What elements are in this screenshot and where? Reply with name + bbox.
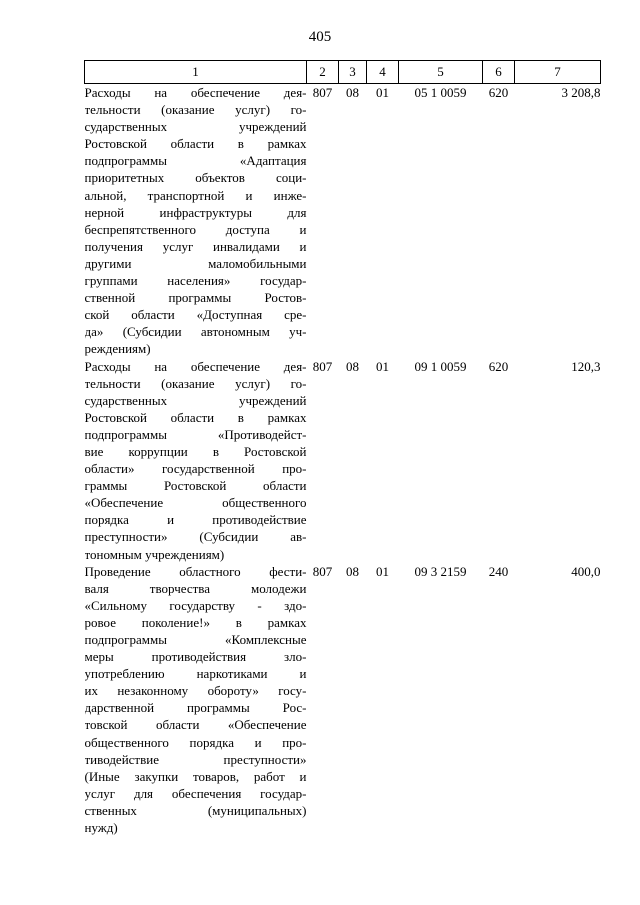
row-amount: 3 208,8 [561,85,601,100]
table-row [85,563,601,837]
description-line: другими маломобильными [84,255,307,271]
row-amount: 120,3 [571,358,601,374]
description-line: тельности (оказание услуг) го- [84,375,307,391]
header-col-4: 4 [367,61,399,84]
description-line: употреблению наркотиками и [84,666,307,682]
row-section-code: 08 [346,85,359,100]
row-description [85,358,307,563]
description-line: приоритетных объектов соци- [84,170,307,186]
description-line: группами населения» государ- [84,273,307,289]
row-section-code: 08 [346,563,359,579]
row-subsection-code: 01 [376,85,389,100]
page-number: 405 [308,29,332,45]
description-line: «Сильному государству - здо- [84,597,307,613]
description-line: их незаконному обороту» госу- [84,683,307,699]
description-line: товской области «Обеспечение [84,717,307,733]
row-ministry-code: 807 [312,85,333,100]
description-line: граммы Ростовской области [84,478,307,494]
description-line: общественного порядка и про- [84,734,307,750]
description-line: сударственных учреждений [84,392,307,408]
description-line: подпрограммы «Противодейст- [84,426,307,442]
description-line: тиводействие преступности» [84,751,307,767]
description-line: ственных (муниципальных) [84,802,307,818]
row-subsection-code: 01 [376,563,389,579]
description-line: «Обеспечение общественного [84,495,307,511]
row-target-article-code: 09 3 2159 [414,563,467,579]
description-line: Расходы на обеспечение дея- [84,85,307,100]
description-line: подпрограммы «Комплексные [84,632,307,647]
table-row [85,84,601,358]
description-line: Расходы на обеспечение дея- [84,358,307,374]
header-col-5: 5 [399,61,483,84]
row-subsection-code: 01 [376,358,389,374]
description-line: услуг для обеспечения государ- [84,785,307,801]
description-line: альной, транспортной и инже- [84,187,307,203]
description-line: сударственных учреждений [84,119,307,135]
row-expense-type-code: 620 [488,358,509,374]
row-expense-type-code: 620 [488,85,509,100]
header-col-2: 2 [307,61,339,84]
header-col-7: 7 [515,61,601,84]
description-line: ровое поколение!» в рамках [84,614,307,630]
description-line: Проведение областного фести- [84,563,307,579]
row-expense-type-code: 240 [488,563,509,579]
row-amount: 400,0 [571,563,601,579]
description-line: меры противодействия зло- [84,649,307,665]
description-line: вие коррупции в Ростовской [84,443,307,459]
row-ministry-code: 807 [312,563,333,579]
table-header-row [85,61,601,84]
description-line: Ростовской области в рамках [84,136,307,152]
description-line: (Иные закупки товаров, работ и [84,768,307,784]
budget-table [84,60,601,836]
description-line: области» государственной про- [84,461,307,477]
description-line: беспрепятственного доступа и [84,221,307,237]
header-col-6: 6 [483,61,515,84]
description-line: подпрограммы «Адаптация [84,153,307,169]
table-row [85,358,601,563]
row-description [85,563,307,837]
description-line: нужд) [84,820,118,836]
description-line: дарственной программы Рос- [84,700,307,716]
description-line: ской области «Доступная сре- [84,307,307,323]
description-line: реждениям) [84,341,151,357]
description-line: получения услуг инвалидами и [84,238,307,254]
header-col-1: 1 [85,61,307,84]
description-line: валя творчества молодежи [84,580,307,596]
description-line: преступности» (Субсидии ав- [84,529,307,545]
description-line: нерной инфраструктуры для [84,204,307,220]
row-section-code: 08 [346,358,359,374]
header-col-3: 3 [339,61,367,84]
description-line: ственной программы Ростов- [84,290,307,306]
row-target-article-code: 05 1 0059 [414,85,467,100]
description-line: тономным учреждениям) [84,546,225,562]
row-description [85,84,307,358]
description-line: Ростовской области в рамках [84,409,307,425]
row-target-article-code: 09 1 0059 [414,358,467,374]
description-line: тельности (оказание услуг) го- [84,102,307,118]
row-ministry-code: 807 [312,358,333,374]
description-line: порядка и противодействие [84,512,307,528]
description-line: да» (Субсидии автономным уч- [84,324,307,340]
